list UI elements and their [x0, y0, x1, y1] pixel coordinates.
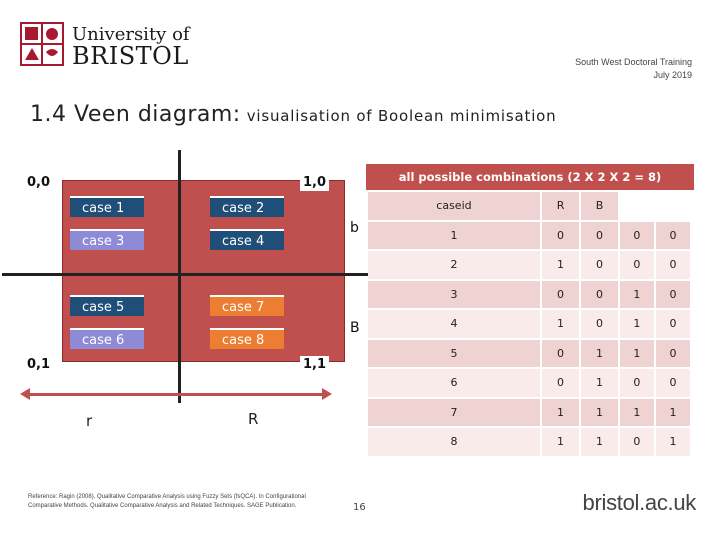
case-8-box: case 8 — [210, 328, 284, 349]
crest-icon — [20, 22, 64, 66]
label-b: b — [350, 220, 359, 236]
table-row — [368, 340, 690, 368]
table-cell: 1 — [581, 399, 618, 427]
table-cell: 0 — [656, 222, 690, 250]
case-2-box: case 2 — [210, 196, 284, 217]
case-6-box: case 6 — [70, 328, 144, 349]
header-caseid: caseid — [368, 192, 540, 220]
corner-label-1-0: 1,0 — [300, 174, 329, 191]
table-cell: 1 — [620, 310, 654, 338]
table-cell: 0 — [620, 251, 654, 279]
table-cell: 3 — [368, 281, 540, 309]
table-cell: 0 — [581, 222, 618, 250]
table-cell: 1 — [542, 310, 579, 338]
table-cell: 0 — [542, 369, 579, 397]
header-info — [575, 56, 692, 82]
table-cell: 0 — [620, 222, 654, 250]
table-cell: 1 — [542, 399, 579, 427]
table-row — [368, 222, 690, 250]
corner-label-0-0: 0,0 — [24, 174, 53, 191]
slide-title — [30, 102, 556, 127]
table-cell: 0 — [581, 281, 618, 309]
table-row — [368, 281, 690, 309]
table-cell: 4 — [368, 310, 540, 338]
table-cell: 1 — [656, 428, 690, 456]
table-cell: 1 — [581, 340, 618, 368]
vertical-axis — [178, 150, 181, 403]
table-cell: 0 — [581, 310, 618, 338]
table-cell: 1 — [542, 251, 579, 279]
table-header-row — [368, 192, 690, 220]
title-main: 1.4 Veen diagram: — [30, 102, 241, 127]
table-cell: 7 — [368, 399, 540, 427]
table-cell: 0 — [542, 222, 579, 250]
corner-label-1-1: 1,1 — [300, 356, 329, 373]
table-cell: 0 — [656, 251, 690, 279]
page-number: 16 — [353, 502, 366, 513]
label-B: B — [350, 320, 360, 336]
logo-text-line1: University of — [72, 24, 190, 45]
table-cell: 1 — [620, 340, 654, 368]
table-cell: 0 — [581, 251, 618, 279]
table-cell: 1 — [620, 399, 654, 427]
table-row — [368, 399, 690, 427]
header-B: B — [581, 192, 618, 220]
table-cell: 1 — [368, 222, 540, 250]
table-title: all possible combinations (2 X 2 X 2 = 8) — [366, 164, 694, 190]
reference-note: Reference: Ragin (2008). Qualitative Comparative Analysis using Fuzzy Sets (fsQCA). In Configurational Comparative Methods. Qualitative Comparative Analysis and Related Techniques. SAGE Publication. — [28, 494, 306, 509]
table-row — [368, 369, 690, 397]
table-row — [368, 310, 690, 338]
r-R-arrow-line — [26, 393, 326, 396]
logo-text-line2: BRISTOL — [72, 42, 189, 70]
table-cell: 1 — [656, 399, 690, 427]
table-cell: 1 — [620, 281, 654, 309]
table-cell: 0 — [620, 428, 654, 456]
table-row — [368, 428, 690, 456]
combinations-table — [366, 190, 692, 458]
table-cell: 8 — [368, 428, 540, 456]
arrow-right-icon — [322, 388, 332, 400]
header-date: July 2019 — [653, 70, 692, 80]
table-cell: 5 — [368, 340, 540, 368]
header-empty — [656, 192, 690, 220]
label-r: r — [86, 412, 93, 430]
horizontal-axis — [2, 273, 369, 276]
case-3-box: case 3 — [70, 229, 144, 250]
case-5-box: case 5 — [70, 295, 144, 316]
table-cell: 1 — [581, 369, 618, 397]
table-cell: 0 — [656, 281, 690, 309]
header-empty — [620, 192, 654, 220]
table-cell: 2 — [368, 251, 540, 279]
table-cell: 1 — [581, 428, 618, 456]
table-row — [368, 251, 690, 279]
case-7-box: case 7 — [210, 295, 284, 316]
university-logo — [20, 22, 190, 70]
arrow-left-icon — [20, 388, 30, 400]
table-cell: 6 — [368, 369, 540, 397]
footer-url: bristol.ac.uk — [582, 490, 696, 515]
table-cell: 0 — [620, 369, 654, 397]
table-cell: 0 — [656, 369, 690, 397]
table-cell: 0 — [542, 281, 579, 309]
header-R: R — [542, 192, 579, 220]
label-R: R — [248, 410, 259, 428]
title-subtitle: visualisation of Boolean minimisation — [246, 107, 557, 125]
program-name: South West Doctoral Training — [575, 57, 692, 67]
case-4-box: case 4 — [210, 229, 284, 250]
case-1-box: case 1 — [70, 196, 144, 217]
corner-label-0-1: 0,1 — [24, 356, 53, 373]
table-cell: 0 — [542, 340, 579, 368]
table-cell: 1 — [542, 428, 579, 456]
table-cell: 0 — [656, 310, 690, 338]
table-cell: 0 — [656, 340, 690, 368]
